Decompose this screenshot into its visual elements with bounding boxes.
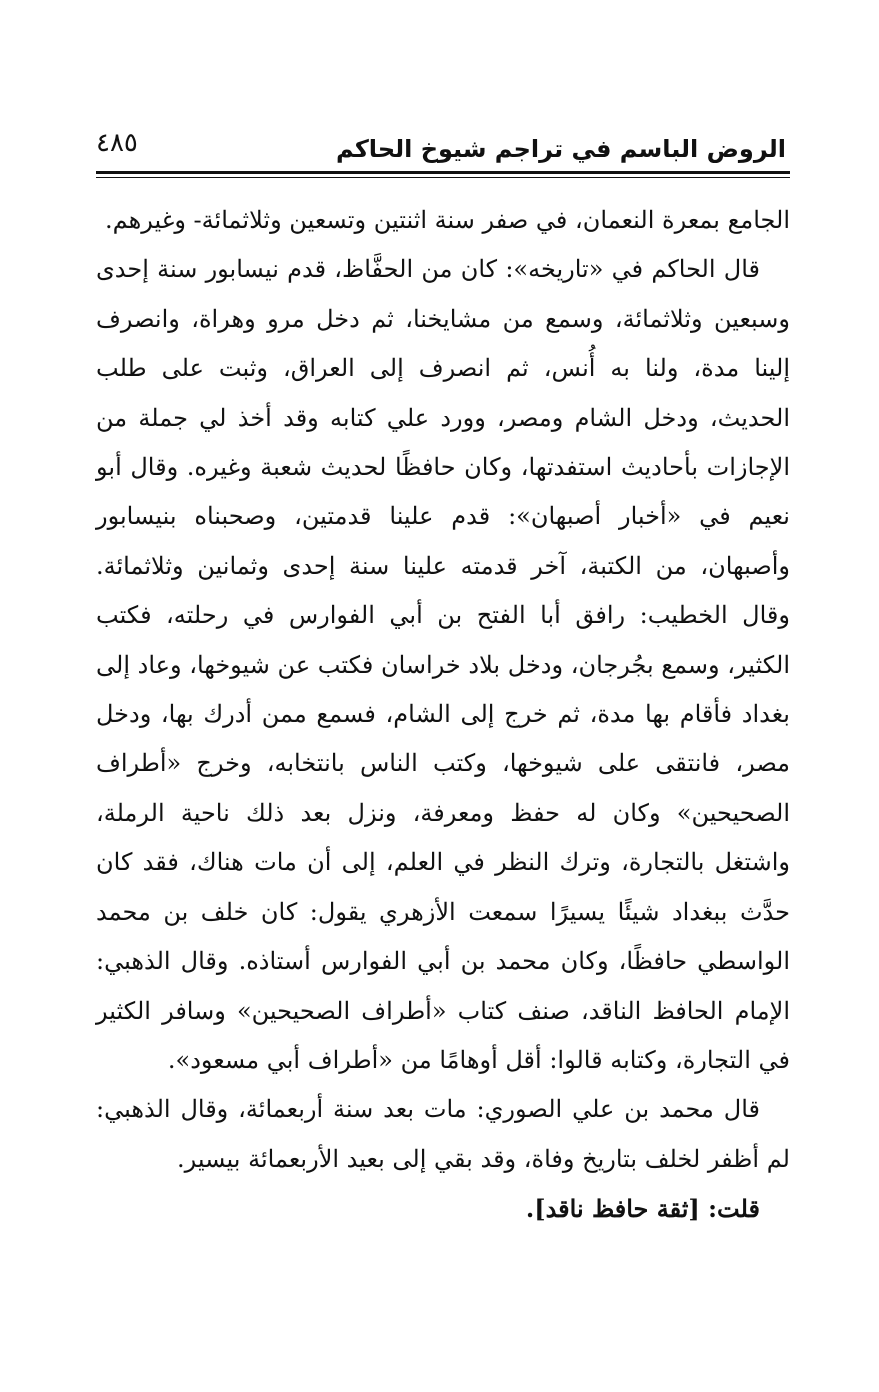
paragraph-death-date: قال محمد بن علي الصوري: مات بعد سنة أربعمائة، وقال الذهبي: لم أظفر لخلف بتاريخ وفاة، وقد بقي إلى بعيد الأربعمائة بيسير. xyxy=(96,1095,790,1173)
header-rule-thick xyxy=(96,171,790,174)
page-number: ٤٨٥ xyxy=(96,128,138,158)
paragraph-continuation: الجامع بمعرة النعمان، في صفر سنة اثنتين وتسعين وثلاثمائة- وغيرهم. xyxy=(105,206,790,234)
running-title: الروض الباسم في تراجم شيوخ الحاكم xyxy=(336,135,786,163)
paragraph-hakim-biography: قال الحاكم في «تاريخه»: كان من الحفَّاظ، قدم نيسابور سنة إحدى وسبعين وثلاثمائة، وسمع من مشايخنا، ثم دخل مرو وهراة، وانصرف إلينا مدة، ولنا به أُنس، ثم انصرف إلى العراق، وثبت على طلب الحديث، ودخل الشام ومصر، وورد علي كتابه وقد أخذ لي جملة من الإجازات بأحاديث استفدتها، وكان حافظًا لحديث شعبة وغيره. وقال أبو نعيم في «أخبار أصبهان»: قدم علينا قدمتين، وصحبناه بنيسابور وأصبهان، من الكتبة، آخر قدمته علينا سنة إحدى وثمانين وثلاثمائة. وقال الخطيب: رافق أبا الفتح بن أبي الفوارس في رحلته، فكتب الكثير، وسمع بجُرجان، ودخل بلاد خراسان فكتب عن شيوخها، وعاد إلى بغداد فأقام بها مدة، ثم خرج إلى الشام، فسمع ممن أدرك بها، ودخل مصر، فانتقى على شيوخها، وكتب الناس بانتخابه، وخرج «أطراف الصحيحين» وكان له حفظ ومعرفة، ونزل بعد ذلك ناحية الرملة، واشتغل بالتجارة، وترك النظر في العلم، إلى أن مات هناك، فقد كان حدَّث ببغداد شيئًا يسيرًا سمعت الأزهري يقول: كان خلف بن محمد الواسطي حافظًا، وكان محمد بن أبي الفوارس أستاذه. وقال الذهبي: الإمام الحافظ الناقد، صنف كتاب «أطراف الصحيحين» وسافر الكثير في التجارة، وكتابه قالوا: أقل أوهامًا من «أطراف أبي مسعود». xyxy=(96,255,790,1074)
paragraph-verdict: قلت: [ثقة حافظ ناقد]. xyxy=(525,1194,760,1224)
header-rule-thin xyxy=(96,177,790,178)
body-text xyxy=(96,196,790,1234)
page-header xyxy=(96,128,786,168)
